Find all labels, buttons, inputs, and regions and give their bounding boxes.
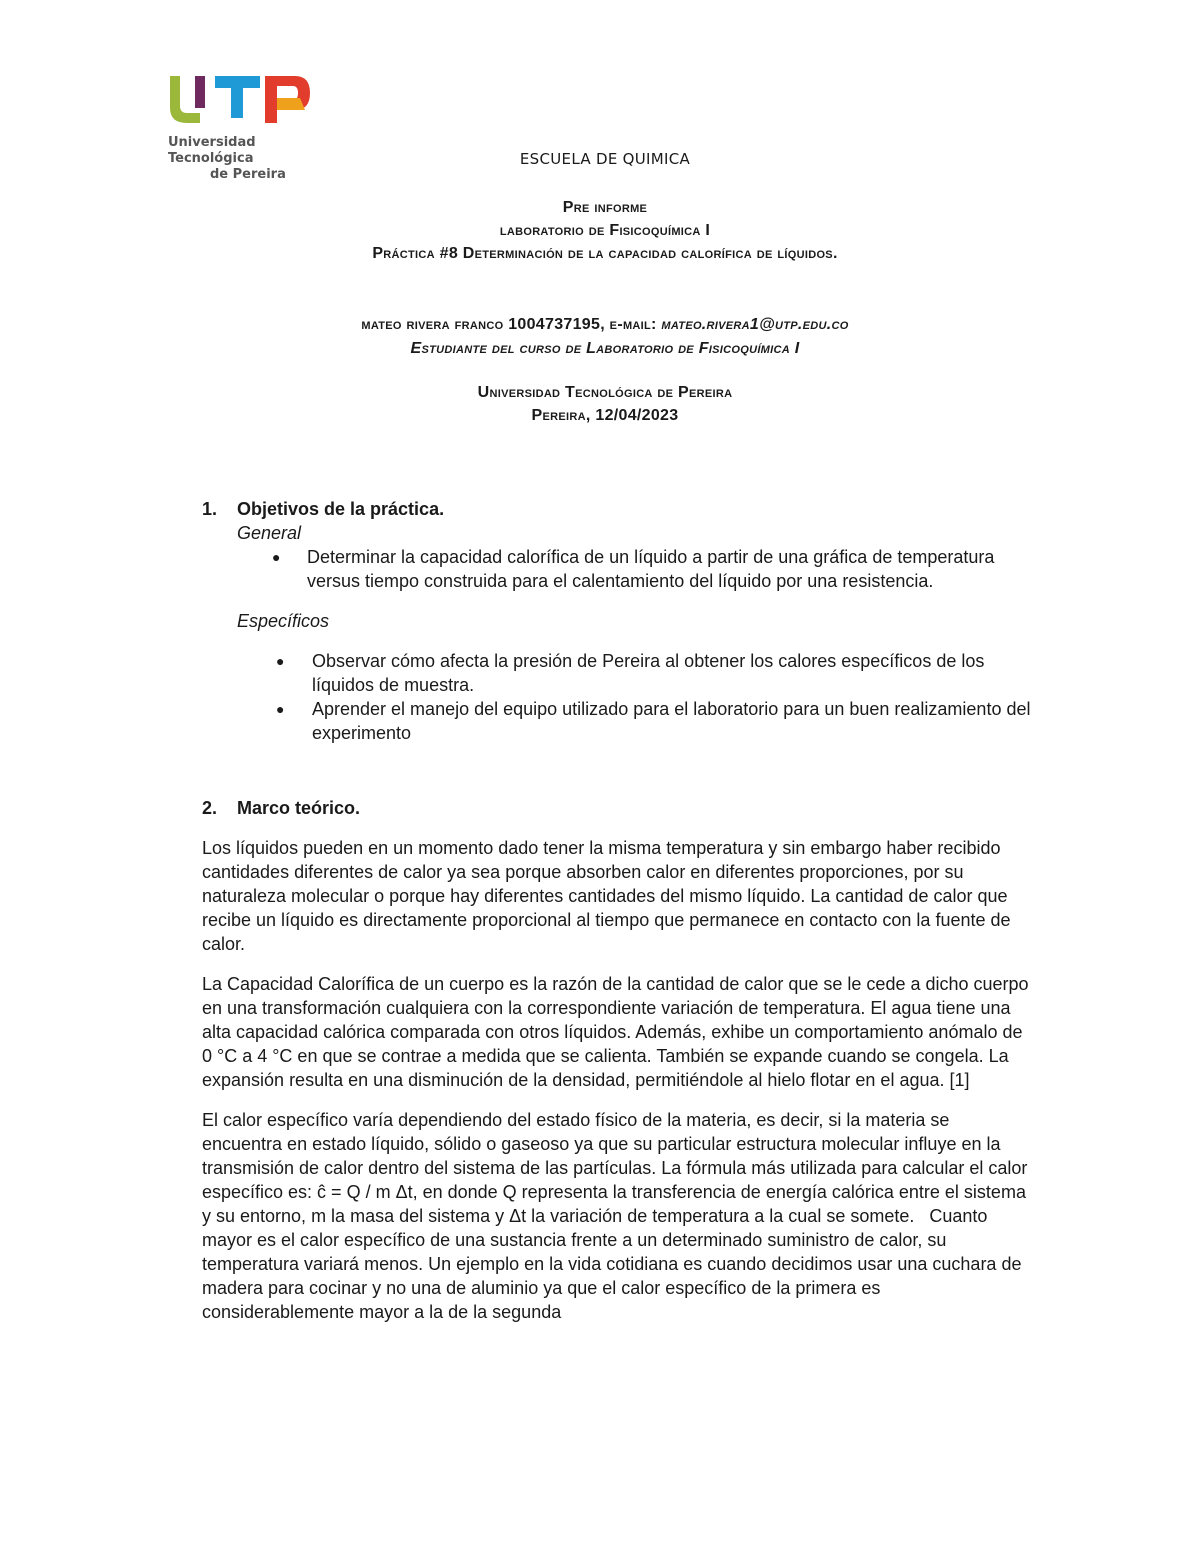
paragraph: La Capacidad Calorífica de un cuerpo es la razón de la cantidad de calor que se le cede a dicho cuerpo en una transformación cualquiera con la correspondiente variación de temperatura. El agua tiene una alta capacidad calórica comparada con otros líquidos. Además, exhibe un comportamiento anómalo de 0 °C a 4 °C en que se contrae a medida que se calienta. También se expande cuando se congela. La expansión resulta en una disminución de la densidad, permitiéndole al hielo flotar en el agua. [1] (202, 974, 1029, 1090)
specific-item (202, 697, 1032, 745)
paragraph: El calor específico varía dependiendo del estado físico de la materia, es decir, si la materia se encuentra en estado líquido, sólido o gaseoso ya que su particular estructura molecular influye en la transmisión de calor dentro del sistema de las partículas. La fórmula más utilizada para calcular el calor específico es: ĉ = Q / m Δt, en donde Q representa la transferencia de energía calórica entre el sistema y su entorno, m la masa del sistema y Δt la variación de temperatura a la cual se somete. Cuanto mayor es el calor específico de una sustancia frente a un determinado suministro de calor, su temperatura variará menos. Un ejemplo en la vida cotidiana es cuando decidimos usar una cuchara de madera para cocinar y no una de aluminio ya que el calor específico de la primera es considerablemente mayor a la de la segunda (202, 1110, 1033, 1322)
section-2-heading (202, 796, 1032, 820)
section-1-title: Objetivos de la práctica. (237, 499, 445, 519)
bullet-icon: ● (276, 701, 285, 717)
school-title: ESCUELA DE QUIMICA (519, 150, 691, 168)
lab-title: laboratorio de Fisicoquímica I (499, 222, 711, 239)
utp-logo-mark (165, 68, 315, 130)
section-1-heading (202, 497, 1032, 521)
general-item-text: Determinar la capacidad calorífica de un líquido a partir de una gráfica de temperatura versus tiempo construida para el calentamiento del líquido por una resistencia. (307, 547, 995, 591)
section-1 (202, 497, 1032, 745)
pre-informe-title: Pre informe (562, 199, 648, 216)
practice-title: Práctica #8 Determinación de la capacidad calorífica de líquidos. (372, 245, 838, 262)
specific-label: Específicos (237, 611, 330, 631)
city-date: Pereira, 12/04/2023 (531, 407, 679, 424)
specific-item (202, 649, 1032, 697)
paragraph: Los líquidos pueden en un momento dado tener la misma temperatura y sin embargo haber recibido cantidades diferentes de calor ya sea porque absorben calor en diferentes proporciones, por su naturaleza molecular o porque hay diferentes cantidades del mismo líquido. La cantidad de calor que recibe un líquido es directamente proporcional al tiempo que permanece en contacto con la fuente de calor. (202, 838, 1011, 954)
university-name: Universidad Tecnológica de Pereira (477, 384, 733, 401)
specific-item-text: Observar cómo afecta la presión de Pereira al obtener los calores específicos de los líquidos de muestra. (312, 651, 985, 695)
section-2-number: 2. (202, 798, 218, 818)
student-line: Estudiante del curso de Laboratorio de Fisicoquímica I (410, 340, 800, 357)
section-2 (202, 796, 1032, 1324)
general-item (202, 545, 1032, 593)
logo-line-1: Universidad Tecnológica (168, 135, 256, 166)
bullet-icon: ● (276, 653, 285, 669)
specific-item-text: Aprender el manejo del equipo utilizado para el laboratorio para un buen realizamiento del experimento (312, 699, 1031, 743)
section-1-number: 1. (202, 499, 218, 519)
general-label: General (237, 523, 302, 543)
section-2-title: Marco teórico. (237, 798, 361, 818)
bullet-icon: ● (272, 549, 281, 565)
logo-line-2: de Pereira (210, 167, 286, 182)
author-email[interactable]: mateo.rivera1@utp.edu.co (661, 316, 849, 333)
author-name: mateo rivera franco 1004737195, e-mail: (361, 316, 662, 333)
author-line (200, 316, 1010, 334)
